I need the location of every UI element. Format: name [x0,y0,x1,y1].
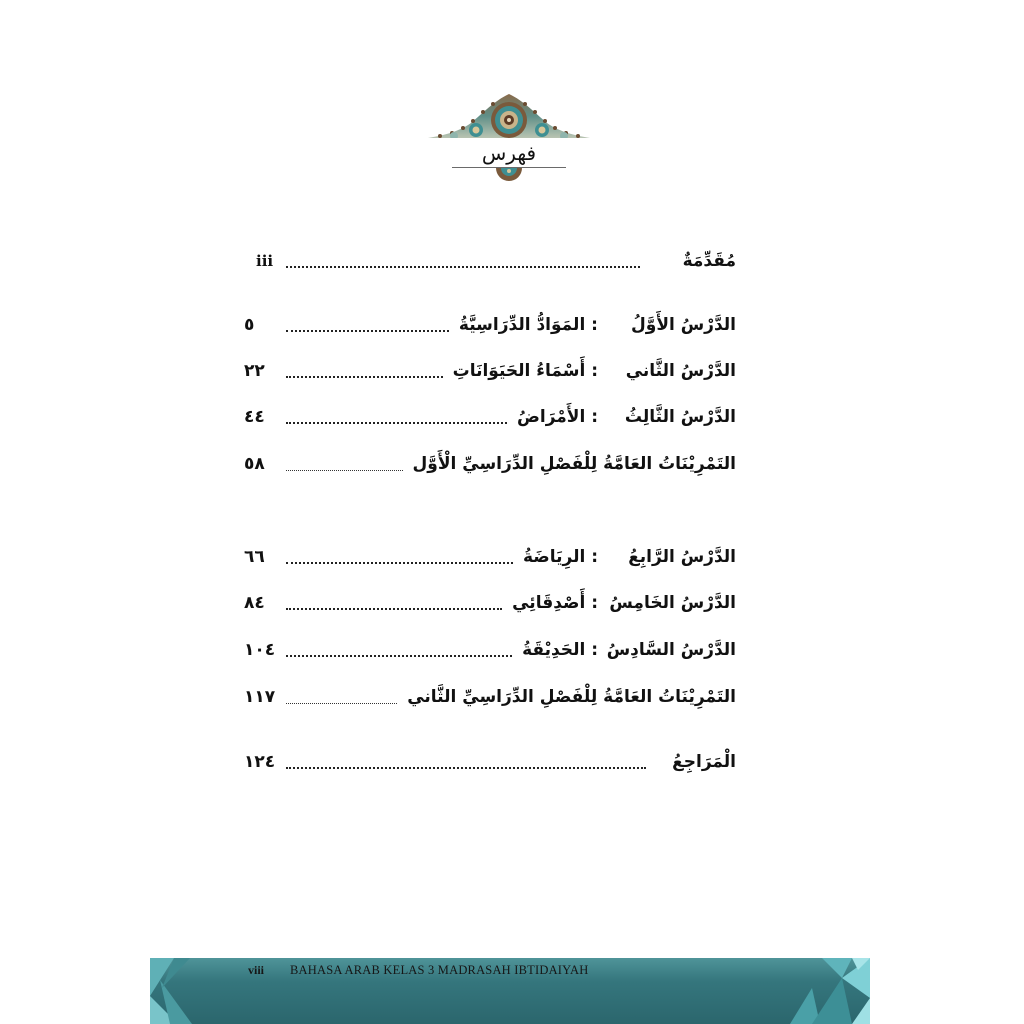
dot-leader [286,330,449,332]
dot-leader [286,562,513,564]
entry-page-number: ٤٤ [244,407,265,427]
entry-page-number: ١٢٤ [244,752,276,772]
toc-entry-general-exercises-2 [244,682,736,712]
toc-entry-lesson-6 [244,635,736,665]
page-footer [150,958,870,1024]
entry-page-number: ١٠٤ [244,640,276,660]
entry-label: التَمْرِيْنَاتُ العَامَّةُ لِلْفَصْلِ الدِّرَاسِيِّ الثَّاني [407,687,736,707]
dot-leader [286,266,640,268]
dot-leader [286,376,443,378]
dot-leader [286,422,507,424]
dot-leader [286,470,403,471]
toc-entry-lesson-1 [244,310,736,340]
entry-label: الْمَرَاجِعُ [672,752,736,772]
toc-entry-lesson-3 [244,402,736,432]
entry-label: الدَّرْسُ الثَّالِثُ [624,407,736,427]
entry-label: الدَّرْسُ الأَوَّلُ [631,315,736,335]
entry-label: الدَّرْسُ السَّادِسُ [606,640,736,660]
entry-page-number: iii [256,252,274,270]
entry-page-number: ٨٤ [244,593,265,613]
dot-leader [286,608,502,610]
toc-entry-lesson-5 [244,588,736,618]
toc-entry-references [244,747,736,777]
toc-entry-lesson-2 [244,356,736,386]
entry-subtitle: : أَسْمَاءُ الحَيَوَانَاتِ [452,361,598,381]
entry-label: الدَّرْسُ الخَامِسُ [609,593,736,613]
dot-leader [286,655,512,657]
toc-entry-lesson-4 [244,542,736,572]
toc-entry-general-exercises-1 [244,449,736,479]
dot-leader [286,767,646,769]
dot-leader [286,703,397,704]
entry-page-number: ٢٢ [244,361,265,381]
entry-label: التَمْرِيْنَاتُ العَامَّةُ لِلْفَصْلِ الدِّرَاسِيِّ الْأَوَّل [412,454,736,474]
entry-page-number: ٥٨ [244,454,265,474]
entry-subtitle: : الحَدِيْقَةُ [522,640,598,660]
page-title: فهرس [481,141,537,165]
footer-book-title: BAHASA ARAB KELAS 3 MADRASAH IBTIDAIYAH [290,963,589,977]
toc-entry-introduction [244,246,736,276]
entry-subtitle: : أَصْدِقَائِي [512,593,598,613]
footer-page-number: viii [248,963,265,977]
entry-page-number: ٥ [244,315,255,335]
entry-page-number: ٦٦ [244,547,265,567]
entry-label: مُقَدِّمَةٌ [682,251,736,271]
entry-subtitle: : الأَمْرَاضُ [517,407,598,427]
entry-label: الدَّرْسُ الرَّابِعُ [628,547,736,567]
entry-page-number: ١١٧ [244,687,276,707]
entry-subtitle: : المَوَادُّ الدِّرَاسِيَّةُ [458,315,598,335]
entry-label: الدَّرْسُ الثَّاني [625,361,736,381]
header-ornament-icon [426,92,592,184]
entry-subtitle: : الرِيَاضَةُ [522,547,598,567]
